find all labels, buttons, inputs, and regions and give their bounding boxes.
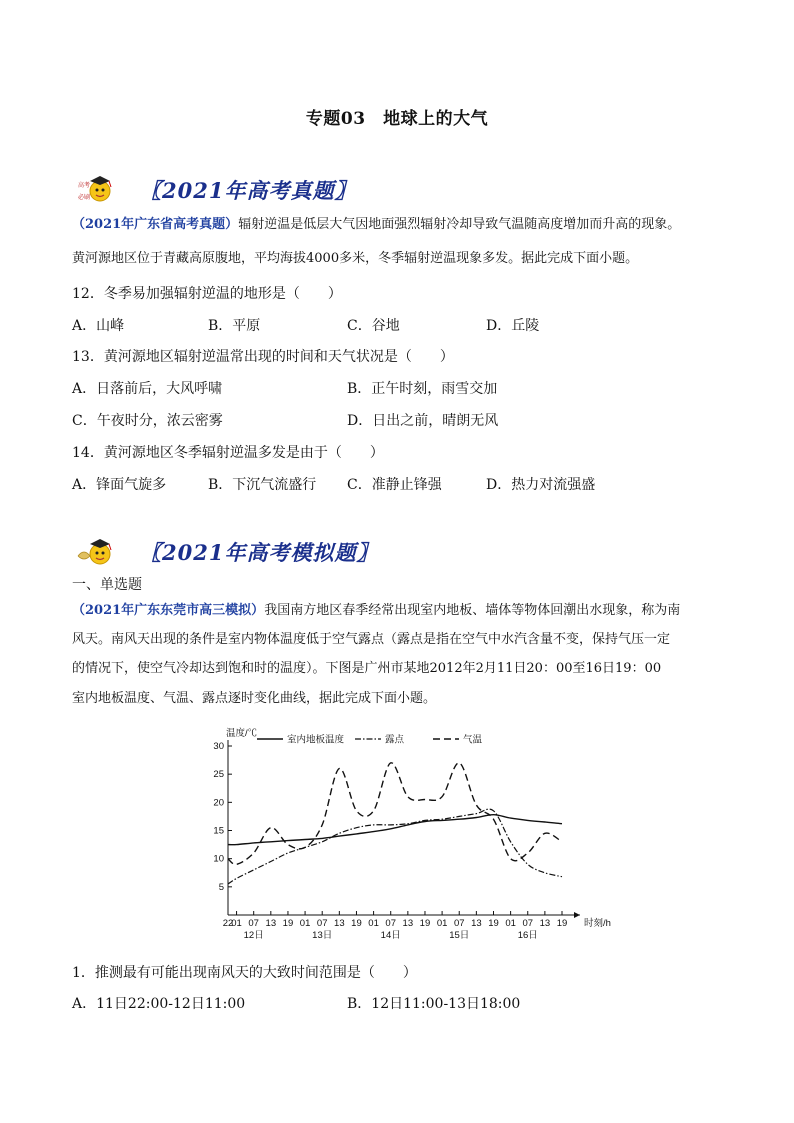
source-label: （2021年广东东莞市高三模拟）: [72, 603, 265, 618]
day-label: 14日: [380, 930, 401, 941]
x-tick-label: 13: [539, 918, 551, 929]
option-c: C．午夜时分，浓云密雾: [72, 413, 223, 429]
option-d: D．日出之前，晴朗无风: [347, 413, 499, 429]
option-b: B．平原: [208, 318, 261, 334]
temperature-chart: [205, 722, 611, 947]
option-a: A．锋面气旋多: [72, 477, 167, 493]
section-banner-mock-exam: 〖2021年高考模拟题〗: [140, 540, 379, 565]
x-tick-label: 22: [222, 918, 234, 929]
x-axis-label: 时刻/h: [584, 918, 611, 929]
x-tick-label: 19: [488, 918, 499, 929]
x-tick-label: 19: [282, 918, 294, 929]
chart-svg: [205, 722, 611, 947]
y-tick-label: 30: [213, 741, 224, 752]
x-tick-label: 01: [368, 918, 379, 929]
option-a: A．11日22:00-12日11:00: [72, 996, 246, 1012]
day-label: 16日: [517, 930, 538, 941]
option-a: A．山峰: [72, 318, 125, 334]
day-label: 12日: [243, 930, 264, 941]
x-tick-label: 19: [556, 918, 568, 929]
x-tick-label: 01: [299, 918, 311, 929]
x-tick-label: 07: [316, 918, 328, 929]
option-b: B．正午时刻，雨雪交加: [347, 381, 498, 397]
y-tick-label: 15: [213, 825, 224, 837]
question-stem: 13．黄河源地区辐射逆温常出现的时间和天气状况是（ ）: [72, 349, 454, 365]
x-tick-label: 07: [522, 918, 534, 929]
legend-label: 气温: [463, 734, 483, 746]
x-tick-label: 01: [436, 918, 448, 929]
section2-intro-line4: 室内地板温度、气温、露点逐时变化曲线，据此完成下面小题。: [72, 691, 437, 706]
y-tick-label: 20: [213, 797, 224, 809]
question-stem: 14．黄河源地区冬季辐射逆温多发是由于（ ）: [72, 445, 384, 461]
x-tick-label: 07: [385, 918, 397, 929]
question-stem: 1．推测最有可能出现南风天的大致时间范围是（ ）: [72, 965, 417, 981]
x-tick-label: 13: [334, 918, 345, 929]
option-c: C．谷地: [347, 318, 400, 334]
intro-text: 我国南方地区春季经常出现室内地板、墙体等物体回潮出水现象，称为南: [264, 603, 681, 618]
mascot-icon: [76, 536, 116, 568]
section1-intro-line2: 黄河源地区位于青藏高原腹地，平均海拔4000多米，冬季辐射逆温现象多发。据此完成下面小题。: [72, 251, 639, 266]
option-a: A．日落前后，大风呼啸: [72, 381, 223, 397]
x-tick-label: 07: [248, 918, 259, 929]
mascot-icon: [76, 173, 116, 205]
day-label: 13日: [312, 930, 333, 941]
x-tick-label: 01: [231, 918, 242, 929]
x-tick-label: 07: [453, 918, 465, 929]
subheading: 一、单选题: [72, 577, 142, 593]
y-tick-label: 25: [213, 769, 224, 781]
section2-intro-line2: 风天。南风天出现的条件是室内物体温度低于空气露点（露点是指在空气中水汽含量不变，保持气压一定: [72, 632, 671, 647]
svg-text:必刷: 必刷: [78, 194, 91, 201]
day-label: 15日: [449, 930, 470, 941]
svg-text:高考: 高考: [78, 182, 91, 189]
option-d: D．热力对流强盛: [486, 477, 596, 493]
x-tick-label: 19: [351, 918, 362, 929]
option-b: B．12日11:00-13日18:00: [347, 996, 521, 1012]
option-d: D．丘陵: [486, 318, 540, 334]
series-line-2: [228, 809, 562, 884]
legend-label: 露点: [385, 734, 405, 746]
source-label: （2021年广东省高考真题）: [72, 217, 239, 232]
x-tick-label: 19: [419, 918, 431, 929]
series-line-3: [228, 763, 562, 865]
x-tick-label: 13: [265, 918, 277, 929]
x-tick-label: 13: [402, 918, 414, 929]
y-tick-label: 5: [218, 881, 224, 893]
x-tick-label: 13: [471, 918, 482, 929]
series-line-1: [228, 815, 562, 845]
legend-label: 室内地板温度: [287, 734, 345, 746]
intro-text: 辐射逆温是低层大气因地面强烈辐射冷却导致气温随高度增加而升高的现象。: [238, 217, 681, 232]
option-b: B．下沉气流盛行: [208, 477, 317, 493]
x-tick-label: 01: [505, 918, 516, 929]
section-banner-real-exam: 〖2021年高考真题〗: [140, 178, 357, 203]
section2-intro-line3: 的情况下，使空气冷却达到饱和时的温度）。下图是广州市某地2012年2月11日20：00至16日19：00: [72, 661, 662, 676]
x-axis-arrow: [574, 912, 580, 918]
option-c: C．准静止锋强: [347, 477, 442, 493]
y-tick-label: 10: [213, 853, 224, 865]
page-title: 专题03 地球上的大气: [305, 109, 489, 129]
section2-intro-line1: [72, 601, 680, 621]
y-axis-label: 温度/℃: [226, 728, 258, 739]
question-stem: 12．冬季易加强辐射逆温的地形是（ ）: [72, 286, 342, 302]
section1-intro-line1: [72, 215, 680, 235]
